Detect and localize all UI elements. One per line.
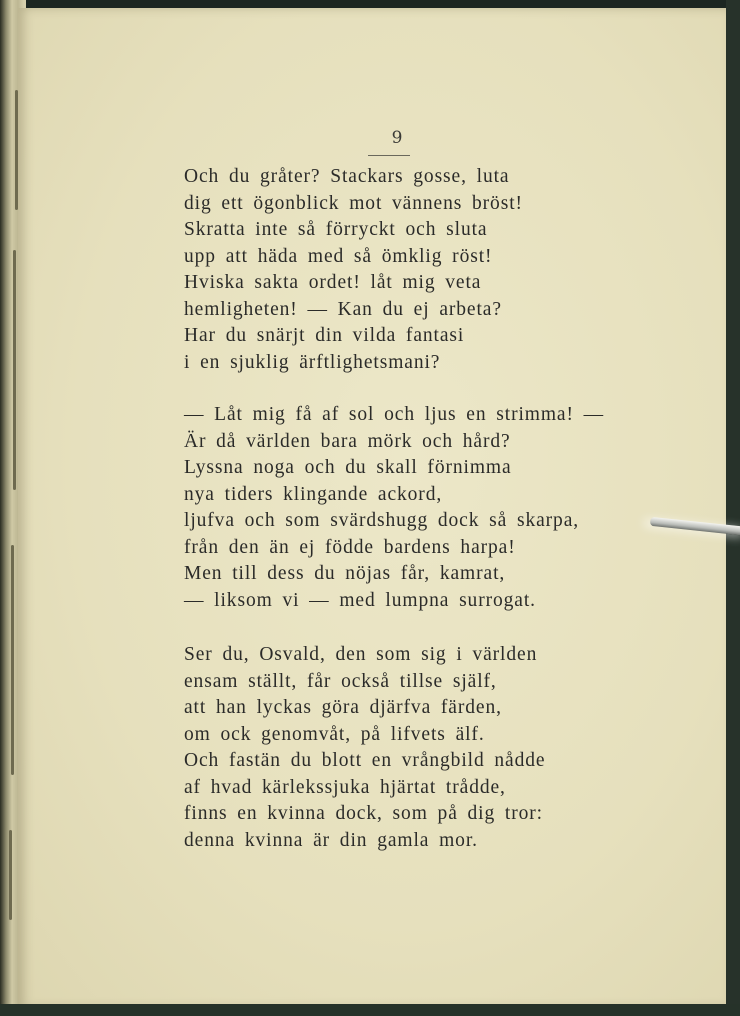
- poem-line: Hviska sakta ordet! låt mig veta: [184, 272, 482, 293]
- poem-line: — liksom vi — med lumpna surrogat.: [184, 589, 536, 611]
- book-cover-edge: [726, 0, 740, 1016]
- book-page: [18, 8, 726, 1008]
- page-number-rule: [368, 155, 410, 156]
- poem-line: i en sjuklig ärftlighetsmani?: [184, 351, 441, 373]
- page-number: 9: [391, 128, 403, 148]
- poem-line: nya tiders klingande ackord,: [184, 483, 443, 505]
- poem-line: Och fastän du blott en vrångbild nådde: [184, 750, 546, 771]
- poem-line: — Låt mig få af sol och ljus en strimma! —: [184, 404, 605, 425]
- poem-stanza-3: [184, 642, 545, 854]
- poem-line: Men till dess du nöjas får, kamrat,: [184, 563, 506, 584]
- binding-thread: [11, 545, 14, 775]
- poem-line: om ock genomvåt, på lifvets älf.: [184, 723, 485, 745]
- poem-line: dig ett ögonblick mot vännens bröst!: [184, 192, 523, 214]
- poem-line: ensam ställt, får också tillse själf,: [184, 670, 497, 692]
- poem-line: Lyssna noga och du skall förnimma: [184, 457, 512, 478]
- poem-line: upp att häda med så ömklig röst!: [184, 245, 493, 267]
- binding-thread: [9, 830, 12, 920]
- poem-line: af hvad kärlekssjuka hjärtat trådde,: [184, 776, 506, 798]
- binding-thread: [13, 250, 16, 490]
- poem-line: Har du snärjt din vilda fantasi: [184, 325, 465, 346]
- poem-line: från den än ej födde bardens harpa!: [184, 536, 516, 558]
- book-bottom-edge: [0, 1004, 740, 1016]
- poem-line: finns en kvinna dock, som på dig tror:: [184, 803, 543, 824]
- poem-stanza-1: [184, 164, 523, 376]
- poem-stanza-2: [184, 402, 604, 614]
- poem-line: att han lyckas göra djärfva färden,: [184, 697, 502, 718]
- poem-line: Ser du, Osvald, den som sig i världen: [184, 644, 538, 665]
- poem-line: Och du gråter? Stackars gosse, luta: [184, 166, 510, 187]
- poem-line: Skratta inte så förryckt och sluta: [184, 219, 488, 240]
- poem-line: denna kvinna är din gamla mor.: [184, 829, 478, 851]
- poem-line: Är då världen bara mörk och hård?: [184, 430, 511, 452]
- poem-line: ljufva och som svärdshugg dock så skarpa,: [184, 510, 580, 531]
- poem-line: hemligheten! — Kan du ej arbeta?: [184, 298, 502, 320]
